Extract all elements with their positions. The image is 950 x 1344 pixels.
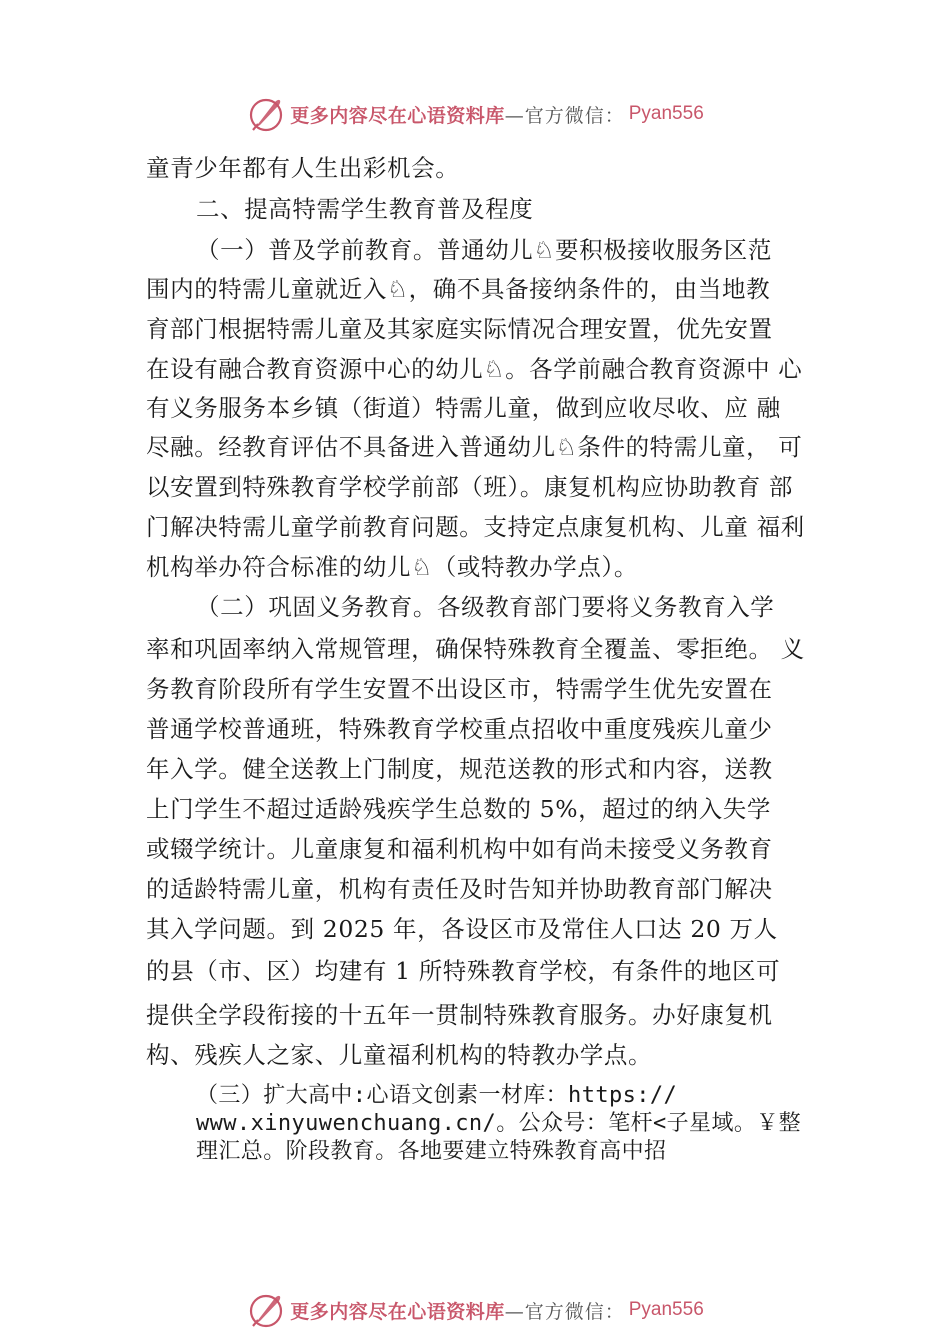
text-line: 的适龄特需儿童，机构有责任及时告知并协助教育部门解决 (146, 875, 773, 903)
quill-logo-icon (246, 1290, 286, 1330)
text-line: 的县（市、区）均建有 1 所特殊教育学校，有条件的地区可 (146, 957, 781, 985)
banner-brand: 更多内容尽在心语资料库 (290, 1300, 505, 1323)
text-line: 或辍学统计。儿童康复和福利机构中如有尚未接受义务教育 (146, 835, 773, 863)
watermark-line: 理汇总。阶段教育。各地要建立特殊教育高中招 (196, 1139, 667, 1164)
text-line: 普通学校普通班，特殊教育学校重点招收中重度残疾儿童少 (146, 715, 773, 743)
text-line: 务教育阶段所有学生安置不出设区市，特需学生优先安置在 (146, 675, 773, 703)
text-line: 育部门根据特需儿童及其家庭实际情况合理安置，优先安置 (146, 315, 773, 343)
text-line: 门解决特需儿童学前教育问题。支持定点康复机构、儿童 福利 (146, 513, 805, 541)
text-line: 率和巩固率纳入常规管理，确保特殊教育全覆盖、零拒绝。 义 (146, 635, 805, 663)
text-line: 童青少年都有人生出彩机会。 (146, 154, 460, 182)
text-line: 尽融。经教育评估不具备进入普通幼儿♘条件的特需儿童， 可 (146, 433, 803, 461)
text-line: 围内的特需儿童就近入♘，确不具备接纳条件的，由当地教 (146, 275, 771, 303)
banner-wechat-id: Pyan556 (628, 103, 704, 124)
banner-wechat-id: Pyan556 (628, 1299, 704, 1320)
quill-logo-icon (246, 94, 286, 134)
text-line: 有义务服务本乡镇（街道）特需儿童，做到应收尽收、应 融 (146, 394, 781, 422)
text-line: 年入学。健全送教上门制度，规范送教的形式和内容，送教 (146, 755, 773, 783)
section-heading: 二、提高特需学生教育普及程度 (196, 195, 534, 223)
watermark-line: www.xinyuwenchuang.cn/。公众号：笔杆<子星域。￥整 (196, 1111, 802, 1136)
watermark-line: （三）扩大高中:心语文创素一材库：https:// (196, 1083, 678, 1108)
text-line: 在设有融合教育资源中心的幼儿♘。各学前融合教育资源中 心 (146, 355, 803, 383)
text-line: （二）巩固义务教育。各级教育部门要将义务教育入学 (196, 593, 775, 621)
footer-banner (0, 1288, 950, 1332)
text-line: 其入学问题。到 2025 年，各设区市及常住人口达 20 万人 (146, 915, 778, 943)
header-banner (0, 92, 950, 136)
text-line: 提供全学段衔接的十五年一贯制特殊教育服务。办好康复机 (146, 1001, 773, 1029)
text-line: （一）普及学前教育。普通幼儿♘要积极接收服务区范 (196, 236, 772, 264)
text-line: 以安置到特殊教育学校学前部（班）。康复机构应协助教育 部 (146, 473, 794, 501)
banner-official-label: —官方微信： (504, 104, 625, 127)
text-line: 构、残疾人之家、儿童福利机构的特教办学点。 (146, 1041, 653, 1069)
text-line: 上门学生不超过适龄残疾学生总数的 5%，超过的纳入失学 (146, 795, 771, 823)
text-line: 机构举办符合标准的幼儿♘（或特教办学点）。 (146, 553, 638, 581)
banner-brand: 更多内容尽在心语资料库 (290, 104, 505, 127)
banner-official-label: —官方微信： (504, 1300, 625, 1323)
